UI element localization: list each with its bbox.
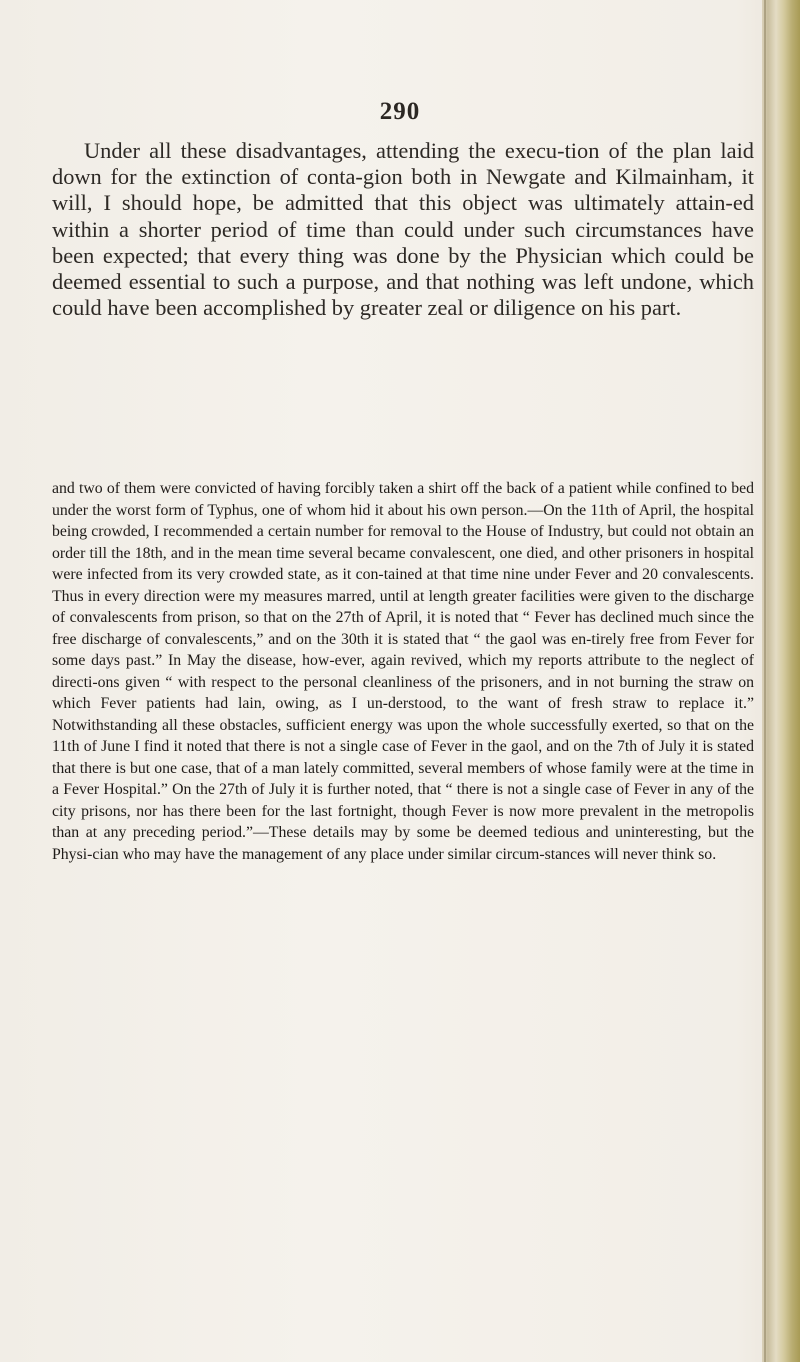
footnote-paragraph: and two of them were convicted of having forcibly taken a shirt off the back of a patient while confined to bed under the worst form of Typhus, one of whom hid it about his own person.—On the 11th of April, the hospital being crowded, I recommended a certain number for removal to the House of Industry, but could not obtain an order till the 18th, and in the mean time several became convalescent, one died, and other prisoners in hospital were infected from its very crowded state, as it con-tained at that time nine under Fever and 20 convalescents. Thus in every direction were my measures marred, until at length greater facilities were given to the discharge of convalescents from prison, so that on the 27th of April, it is noted that “ Fever has declined much since the free discharge of convalescents,” and on the 30th it is stated that “ the gaol was en-tirely free from Fever for some days past.” In May the disease, how-ever, again revived, which my reports attribute to the neglect of directi-ons given “ with respect to the personal cleanliness of the prisoners, and in not burning the straw on which Fever patients had lain, owing, as I un-derstood, to the want of fresh straw to replace it.” Notwithstanding all these obstacles, sufficient energy was upon the whole successfully exerted, so that on the 11th of June I find it noted that there is not a single case of Fever in the gaol, and on the 7th of July it is stated that there is but one case, that of a man lately committed, several members of whose family were at the time in a Fever Hospital.” On the 27th of July it is further noted, that “ there is not a single case of Fever in any of the city prisons, nor has there been for the last fortnight, though Fever is now more prevalent in the metropolis than at any preceding period.”—These details may by some be deemed tedious and uninteresting, but the Physi-cian who may have the management of any place under similar circum-stances will never think so. [52, 480, 754, 863]
page-edge-binding [762, 0, 800, 1362]
page-edge-shadow [764, 0, 766, 1362]
page-number: 290 [379, 98, 421, 125]
main-paragraph: Under all these disadvantages, attending the execu-tion of the plan laid down for the extinction of conta-gion both in Newgate and Kilmainham, it will, I should hope, be admitted that this object was ultimately attain-ed within a shorter period of time than could under such circumstances have been expected; that every thing was done by the Physician which could be deemed essential to such a purpose, and that nothing was left undone, which could have been accomplished by greater zeal or diligence on his part. [52, 138, 754, 321]
